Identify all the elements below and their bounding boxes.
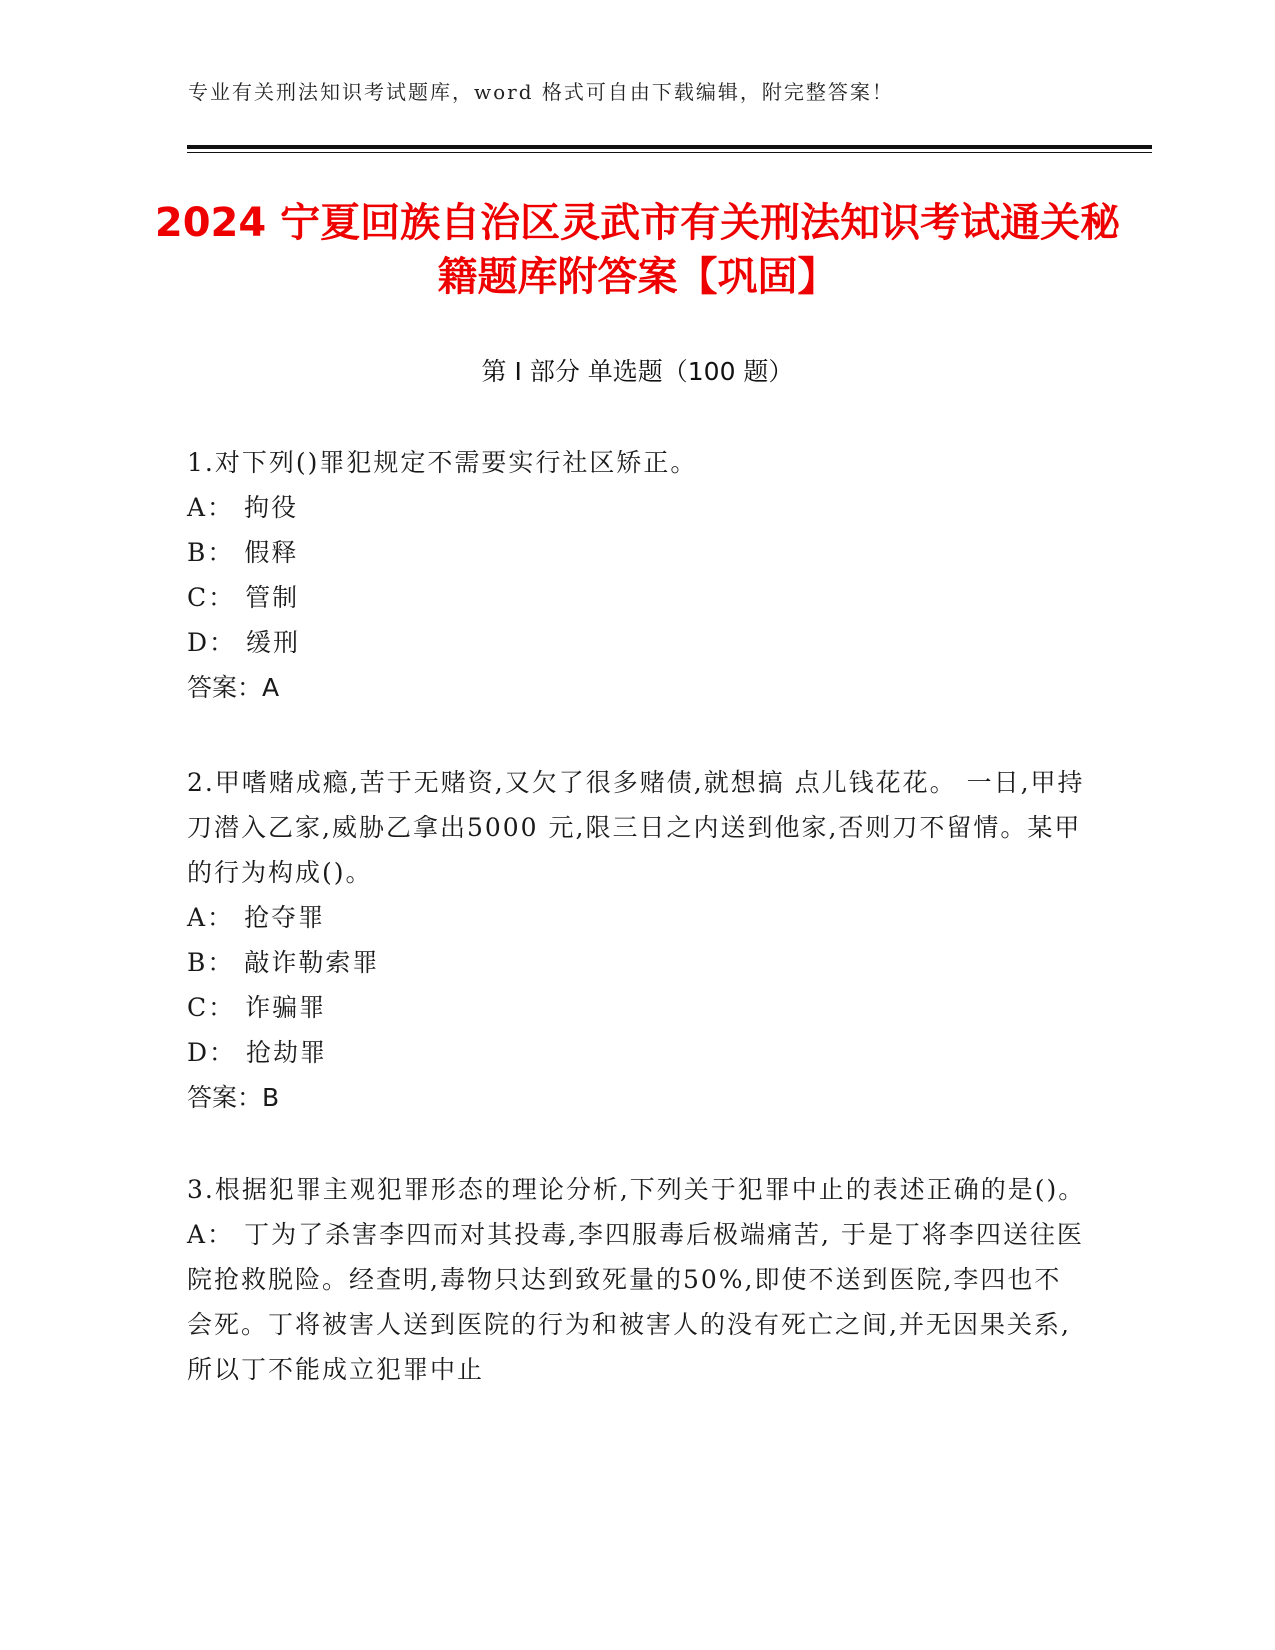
header-note: 专业有关刑法知识考试题库，word 格式可自由下载编辑，附完整答案！ — [188, 80, 894, 104]
option-label: B： — [187, 948, 235, 977]
option-label: C： — [187, 583, 236, 612]
header-rule-thick — [187, 145, 1152, 149]
option-d — [187, 620, 1087, 665]
question-stem: 3.根据犯罪主观犯罪形态的理论分析,下列关于犯罪中止的表述正确的是()。 — [187, 1175, 1086, 1204]
question-1 — [187, 440, 1087, 710]
option-b — [187, 530, 1087, 575]
option-label: D： — [187, 628, 237, 657]
option-c — [187, 575, 1087, 620]
header-rule-thin — [187, 152, 1152, 153]
option-label: A： — [187, 493, 235, 522]
answer: 答案：A — [187, 673, 280, 702]
option-label: A： — [187, 1220, 235, 1249]
option-a — [187, 1212, 1087, 1392]
option-c — [187, 985, 1087, 1030]
option-label: C： — [187, 993, 236, 1022]
option-text: 假释 — [244, 538, 299, 567]
option-text: 管制 — [245, 583, 300, 612]
option-text: 拘役 — [244, 493, 299, 522]
option-text: 抢夺罪 — [244, 903, 326, 932]
question-stem: 2.甲嗜赌成瘾,苦于无赌资,又欠了很多赌债,就想搞 点儿钱花花。 一日,甲持刀潜入乙家,威胁乙拿出5000 元,限三日之内送到他家,否则刀不留情。某甲的行为构成()。 — [187, 768, 1085, 887]
section-heading: 第 I 部分 单选题（100 题） — [481, 357, 794, 386]
option-text: 敲诈勒索罪 — [244, 948, 380, 977]
option-text: 丁为了杀害李四而对其投毒,李四服毒后极端痛苦, 于是丁将李四送往医院抢救脱险。经查明,毒物只达到致死量的50%,即使不送到医院,李四也不会死。丁将被害人送到医院的行为和被害人的没有死亡之间,并无因果关系,所以丁不能成立犯罪中止 — [187, 1220, 1084, 1384]
question-stem: 1.对下列()罪犯规定不需要实行社区矫正。 — [187, 448, 698, 477]
option-label: A： — [187, 903, 235, 932]
option-text: 抢劫罪 — [246, 1038, 328, 1067]
answer: 答案：B — [187, 1083, 280, 1112]
option-d — [187, 1030, 1087, 1075]
question-3 — [187, 1167, 1087, 1392]
question-2 — [187, 760, 1087, 1120]
option-a — [187, 895, 1087, 940]
option-b — [187, 940, 1087, 985]
option-label: B： — [187, 538, 235, 567]
option-text: 缓刑 — [246, 628, 301, 657]
option-label: D： — [187, 1038, 237, 1067]
option-text: 诈骗罪 — [245, 993, 327, 1022]
option-a — [187, 485, 1087, 530]
document-title: 2024 宁夏回族自治区灵武市有关刑法知识考试通关秘籍题库附答案【巩固】 — [154, 200, 1121, 300]
